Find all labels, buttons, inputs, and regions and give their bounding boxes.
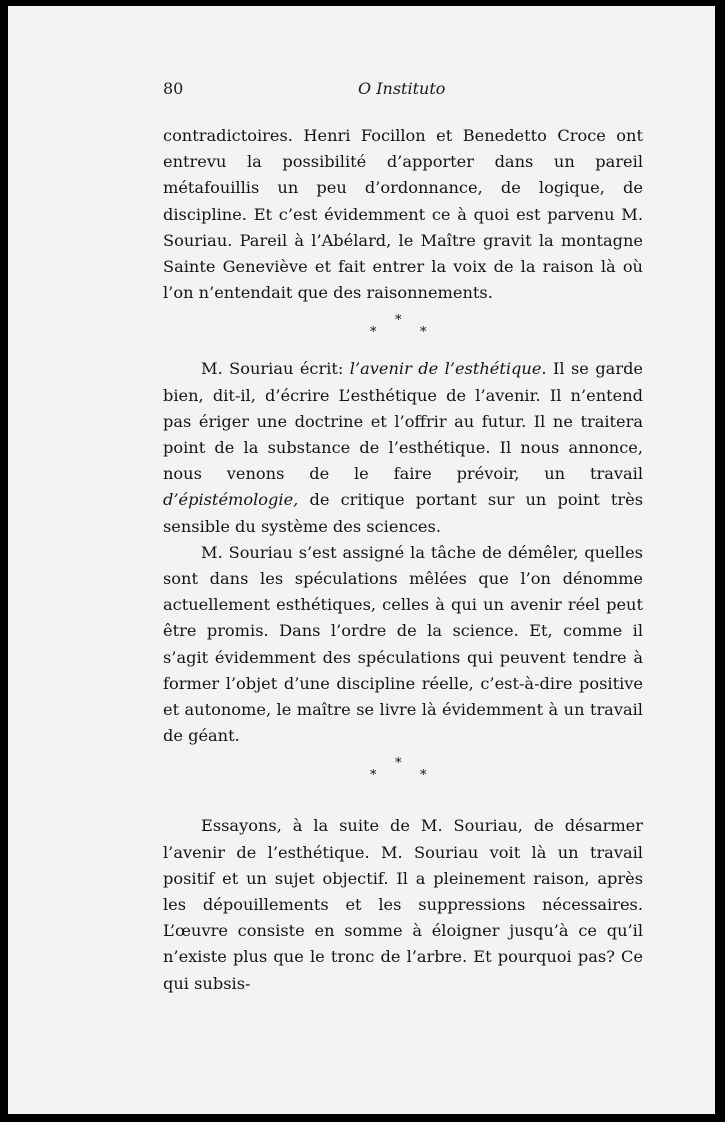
- paragraph-4: Essayons, à la suite de M. Souriau, de désarmer l’avenir de l’esthétique. M. Souriau voit là un travail positif et un sujet objectif. Il a pleinement raison, après les dépouillements et les suppressions nécessaires. L’œuvre consiste en somme à éloigner jusqu’à ce qu’il n’existe plus que le tronc de l’arbre. Et pourquoi pas? Ce qui subsis-: [163, 816, 643, 993]
- asterism-star: *: [370, 325, 377, 341]
- page-header: [163, 79, 648, 105]
- page-number: 80: [163, 79, 184, 98]
- body-text: [163, 123, 643, 997]
- section-asterism: [163, 306, 643, 356]
- paragraph-1: contradictoires. Henri Focillon et Benedetto Croce ont entrevu la possibilité d’apporter dans un pareil métafouillis un peu d’ordonnance, de logique, de discipline. Et c’est évidemment ce à quoi est parvenu M. Souriau. Pareil à l’Abélard, le Maître gravit la montagne Sainte Geneviève et fait entrer la voix de la raison là où l’on n’entendait que des raisonnements.: [163, 126, 643, 303]
- paragraph-2-text-c: de critique portant sur un point très sensible du système des sciences.: [163, 490, 643, 536]
- asterism-star: *: [395, 313, 402, 329]
- section-asterism: [163, 749, 643, 813]
- paragraph-3: M. Souriau s’est assigné la tâche de démêler, quelles sont dans les spéculations mêlées que l’on dénomme actuellement esthétiques, celles à qui un avenir réel peut être promis. Dans l’ordre de la science. Et, comme il s’agit évidemment des spéculations qui peuvent tendre à former l’objet d’une discipline réelle, c’est-à-dire positive et autonome, le maître se livre là évidemment à un travail de géant.: [163, 542, 643, 746]
- paragraph-2-italic: l’avenir de l’esthétique.: [349, 359, 547, 379]
- paragraph-2: [163, 356, 643, 539]
- paragraph-2-text-b: Il se garde bien, dit-il, d’écrire L’esthétique de l’avenir. Il n’entend pas ériger une doctrine et l’offrir au futur. Il ne traitera point de la substance de l’esthétique. Il nous annonce, nous venons de le faire prévoir, un travail: [163, 359, 644, 484]
- asterism-star: *: [420, 768, 427, 784]
- asterism-star: *: [395, 756, 402, 772]
- asterism-star: *: [370, 768, 377, 784]
- paragraph-2-italic-2: d’épistémologie,: [163, 490, 299, 510]
- book-page: [8, 6, 715, 1114]
- paragraph-2-text-a: M. Souriau écrit:: [201, 359, 350, 379]
- asterism-star: *: [420, 325, 427, 341]
- running-title: O Instituto: [358, 79, 446, 98]
